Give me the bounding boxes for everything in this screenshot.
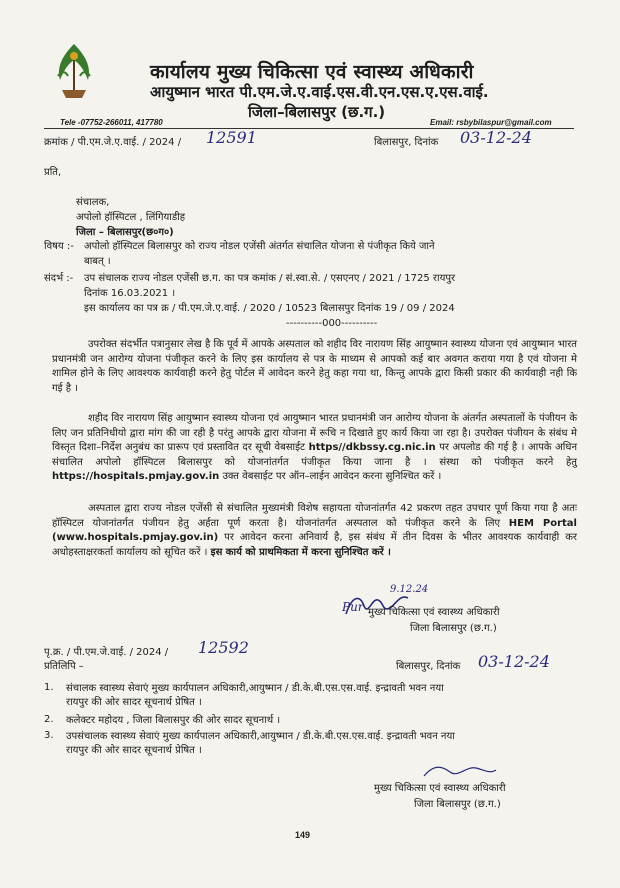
scheme-line: आयुष्मान भारत पी.एम.जे.ए.वाई.एस.वी.एन.एस.ए.एस.वाई. <box>150 83 489 101</box>
reference-number: 12591 <box>206 128 257 147</box>
addressee-line2: अपोलो हॉस्पिटल , लिंगियाडीह <box>76 212 186 223</box>
endorsement-place-date: बिलासपुर, दिनांक <box>396 661 461 672</box>
body-paragraph-2 <box>52 412 577 485</box>
subject-text1: अपोलो हॉस्पिटल बिलासपुर को राज्य नोडल एजेंसी अंतर्गत संचालित योजना से पंजीकृत किये जाने <box>84 241 435 252</box>
emblem-logo <box>50 40 98 102</box>
signature1-designation: मुख्य चिकित्सा एवं स्वास्थ्य अधिकारी <box>368 607 500 618</box>
endorsement-number: 12592 <box>198 638 249 657</box>
cc-item-2-line1: कलेक्टर महोदय , जिला बिलासपुर की ओर सादर सूचनार्थ । <box>66 715 281 726</box>
reference-place-date: बिलासपुर, दिनांक <box>374 137 439 148</box>
addressee-line1: संचालक, <box>76 197 110 208</box>
body-paragraph-3 <box>52 502 577 560</box>
references-line3: इस कार्यालय का पत्र क्र / पी.एम.जे.ए.वाई. / 2020 / 10523 बिलासपुर दिनांक 19 / 09 / 2024 <box>84 303 455 314</box>
para3-text-b: पर आवेदन करना अनिवार्य है, इस संबंध में तीन दिवस के भीतर आवश्यक कार्यवाही कर अधोहस्ताक्षरकर्ता कार्यालय को सूचित करें । <box>52 532 577 558</box>
cc-item-3-line1: उपसंचालक स्वास्थ्य सेवाएं मुख्य कार्यपालन अधिकारी,आयुष्मान / डी.के.बी.एस.एस.वाई. इन्द्रावती भवन नया <box>66 731 455 742</box>
signature2-district: जिला बिलासपुर (छ.ग.) <box>414 799 501 810</box>
pratilipi: प्रतिलिपि – <box>44 661 84 672</box>
signature-scribble-2 <box>420 762 500 780</box>
reference-date: 03-12-24 <box>460 128 532 147</box>
separator: ----------000---------- <box>286 318 378 329</box>
signature2-designation: मुख्य चिकित्सा एवं स्वास्थ्य अधिकारी <box>374 783 506 794</box>
references-line1: उप संचालक राज्य नोडल एजेंसी छ.ग. का पत्र कमांक / सं.स्वा.से. / एसएनए / 2021 / 1725 रायपुर <box>84 273 456 284</box>
para3-portal: HEM Portal (www.hospitals.pmjay.gov.in) <box>52 517 577 544</box>
office-title: कार्यालय मुख्य चिकित्सा एवं स्वास्थ्य अधिकारी <box>150 61 474 83</box>
district-line: जिला–बिलासपुर (छ.ग.) <box>248 103 386 121</box>
cc-item-3-line2: रायपुर की ओर सादर सूचनार्थ प्रेषित । <box>66 745 202 756</box>
cc-item-1-line2: रायपुर की ओर सादर सूचनार्थ प्रेषित । <box>66 697 202 708</box>
references-line2: दिनांक 16.03.2021 । <box>84 288 176 299</box>
para2-text-c: उक्त वेबसाईट पर ऑन–लाईन आवेदन करना सुनिश्चित करें । <box>222 471 442 483</box>
endorsement-date: 03-12-24 <box>478 652 550 671</box>
signature1-district: जिला बिलासपुर (छ.ग.) <box>410 623 497 634</box>
para2-url-1: https//dkbssy.cg.nic.in <box>308 442 436 454</box>
para2-url-2: https://hospitals.pmjay.gov.in <box>52 471 220 483</box>
cc-item-1-line1: संचालक स्वास्थ्य सेवाएं मुख्य कार्यपालन अधिकारी,आयुष्मान / डी.के.बी.एस.एस.वाई. इन्द्रावती भवन नया <box>66 683 444 694</box>
para3-text-c: इस कार्य को प्राथमिकता में करना सुनिश्चित करें । <box>210 546 391 558</box>
cc-item-1-num: 1. <box>44 682 54 693</box>
body-paragraph-1: उपरोक्त संदर्भीत पत्रानुसार लेख है कि पूर्व में आपके अस्पताल को शहीद विर नारायण सिंह आयुष्मान स्वास्थ्य योजना एवं आयुष्मान भारत प्रधानमंत्री जन आरोग्य योजना पंजीकृत करने के लिए इस कार्यालय से पत्र के माध्यम से आपको कई बार अवगत कराया गया है एवं योजना मे शामिल होने के लिए आवश्यक कार्यवाही करने हेतु पोर्टल में आवेदन करने हेतु कहा गया था, किन्तु आपके द्वारा किसी प्रकार की कार्यवाही नही कि गई है । <box>52 339 577 394</box>
para3-text-a: अस्पताल द्वारा राज्य नोडल एजेंसी से संचालित मुख्यमंत्री विशेष सहायता योजनांतर्गत 42 प्रकरण तहत उपचार पूर्ण किया गया है अतः हॉस्पिटल योजनांतर्गत पंजीयन हेतु अर्हता पूर्ण करता है। योजनांतर्गत अस्पताल को पंजीकृत करने के लिए <box>52 503 577 529</box>
reference-prefix: क्रमांक / पी.एम.जे.ए.वाई. / 2024 / <box>44 137 182 148</box>
signature-date: 9.12.24 <box>390 584 429 595</box>
prati: प्रति, <box>44 167 62 178</box>
para2-text-b: पर अपलोड की गई है । आपके अधिन संचालित अपोलो हॉस्पिटल बिलासपुर को योजनांतर्गत पंजीकृत किया जाना है । संस्था को पंजीकृत करने हेतु <box>52 442 577 468</box>
subject-text2: बाबत् । <box>84 256 111 267</box>
page-number: 149 <box>295 830 311 840</box>
endorsement-prefix: पृ.क्र. / पी.एम.जे.वाई. / 2024 / <box>44 647 169 658</box>
cc-item-2-num: 2. <box>44 714 54 725</box>
cc-item-3-num: 3. <box>44 730 54 741</box>
telephone: Tele -07752-266011, 417780 <box>60 118 163 127</box>
subject-label: विषय :- <box>44 241 74 252</box>
signature-prefix: Pur <box>342 600 364 614</box>
para2-text-a: शहीद विर नारायण सिंह आयुष्मान स्वास्थ्य योजना एवं आयुष्मान भारत प्रधानमंत्री जन आरोग्य योजना के अंतर्गत अस्पतालों के पंजीयन के लिए जन प्रतिनिधीयो द्वारा मांग की जा रही है परंतु आपके द्वारा योजना में रूचि न दिखाते हुए कार्य किया जा रहा है। उपरोक्त पंजीयन के संबंध मे विस्तृत दिशा–निर्देश अनुबंध का प्रारूप एवं प्रस्तावित दर सूची वेबसाईट <box>52 413 577 454</box>
references-label: संदर्भ :- <box>44 273 74 284</box>
addressee-line3: जिला – बिलासपुर(छ०ग०) <box>76 227 174 238</box>
email: Email: rsbybilaspur@gmail.com <box>430 118 552 127</box>
